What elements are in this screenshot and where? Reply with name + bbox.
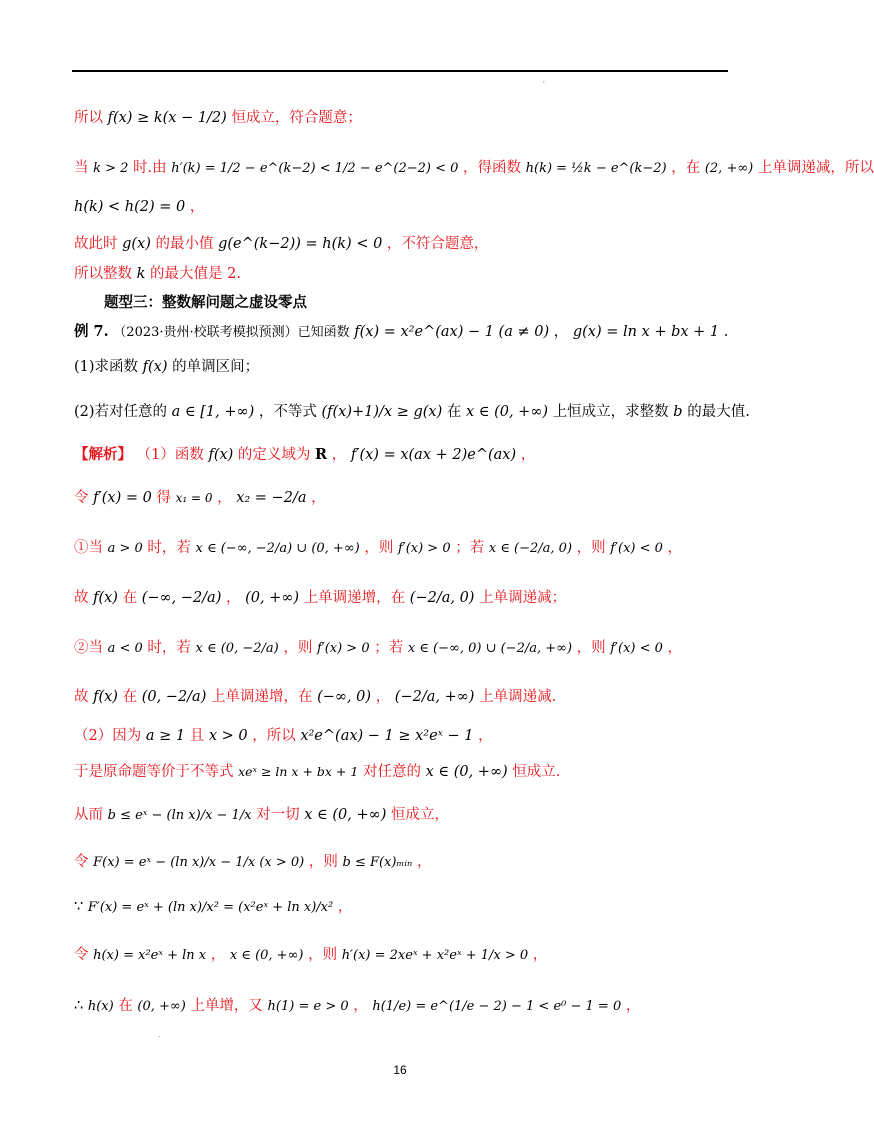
math: (0, −2/a) [141,689,207,705]
line-8 [74,357,259,377]
math: x₁ = 0 [175,491,213,505]
example-label: 例 7. [74,323,109,340]
math: g(x) = ln x + bx + 1 [572,324,720,340]
stray-mark: . [158,1030,161,1039]
text: ， [311,490,326,506]
text: 上恒成立，求整数 [552,404,669,420]
text: ， [189,199,205,215]
text: ，在 [671,160,701,176]
text: ，则 [364,540,394,556]
text: 时，若 [147,540,191,556]
text: 的定义域为 [237,447,311,463]
line-16 [74,726,493,746]
line-14 [74,638,682,659]
math: x ∈ (0, −2/a) [195,641,279,656]
because-symbol: ∵ [74,899,84,915]
line-11 [74,488,326,508]
line-9 [74,402,750,422]
text: ；若 [455,540,485,556]
text: 在 [122,590,138,606]
text: 故 [74,689,89,705]
math: b ≤ eˣ − (ln x)/x − 1/x [107,808,252,823]
text: 在 [446,404,462,420]
math: h(x) = x²eˣ + ln x [93,948,207,963]
text: ， [210,947,226,963]
text: ， [532,947,548,963]
text: ， [520,447,536,463]
math: f(x) [142,359,168,375]
text: 上单调递减； [479,590,567,606]
math: x ∈ (−∞, 0) ∪ (−2/a, +∞) [407,641,573,656]
math: a ∈ [1, +∞) [171,404,255,420]
math: h′(k) = 1/2 − e^(k−2) < 1/2 − e^(2−2) < 0 [171,161,459,176]
text: (2)若对任意的 [74,404,168,420]
text: 在 [122,689,138,705]
header-rule [72,70,728,72]
text: ， [225,590,241,606]
text: 所以 [74,110,103,126]
math: (0, +∞) [137,999,186,1014]
text: 时，若 [147,640,191,656]
text: 上单调递减，所以 [757,160,874,176]
text: ，则 [308,947,338,963]
line-21 [74,945,547,966]
math: F(x) = eˣ − (ln x)/x − 1/x (x > 0) [93,855,305,870]
math: f(x) = x²e^(ax) − 1 (a ≠ 0) [354,324,550,340]
math: a ≥ 1 [145,728,186,744]
math: f(x) ≥ k(x − 1/2) [107,110,227,126]
text: ， [331,447,347,463]
text: 上单调递增，在 [210,689,313,705]
text: ，得函数 [463,160,522,176]
line-19 [74,852,431,873]
math: (−∞, −2/a) [141,590,222,606]
math: (f(x)+1)/x ≥ g(x) [321,404,443,420]
math: f(x) [93,689,118,705]
math: x ∈ (0, +∞) [229,948,304,963]
math: a < 0 [107,641,143,656]
text: ， [353,998,368,1014]
math: x ∈ (0, +∞) [304,807,387,823]
math: f′(x) = x(ax + 2)e^(ax) [350,447,517,463]
math: F′(x) = eˣ + (ln x)/x² = (x²eˣ + ln x)/x² [87,900,334,915]
text: 所以整数 [74,266,132,282]
line-15 [74,687,556,707]
math: g(e^(k−2)) = h(k) < 0 [218,236,383,252]
text: ，则 [576,640,606,656]
math: h(k) = ½k − e^(k−2) [525,161,667,176]
text: ，所以 [252,728,296,744]
text: ，不符合题意， [386,236,489,252]
text: ， [667,540,683,556]
line-17 [74,762,560,782]
text: 恒成立. [512,764,561,780]
text: . [723,324,729,340]
math: (−∞, 0) [317,689,372,705]
text: ①当 [74,540,103,556]
text: 令 [74,947,89,963]
math: x²e^(ax) − 1 ≥ x²eˣ − 1 [300,728,474,744]
line-1 [74,108,362,128]
text: ， [667,640,683,656]
text: ， [337,899,353,915]
line-7 [74,322,728,343]
text: （2）因为 [74,728,142,744]
text: 上单调递减. [479,689,557,705]
line-3 [74,197,204,217]
text: ， [416,854,432,870]
text: 从而 [74,807,103,823]
text: 令 [74,854,89,870]
text: 令 [74,490,89,506]
text: ，则 [283,640,313,656]
text: ②当 [74,640,103,656]
math: (−2/a, +∞) [394,689,475,705]
math: h(x) [87,999,114,1014]
math: a > 0 [107,541,143,556]
line-2 [74,158,874,179]
text: 的最小值 [155,236,214,252]
text: ， [217,490,232,506]
math: f′(x) = 0 [93,490,152,506]
line-4 [74,234,488,254]
line-13 [74,588,566,608]
text: ， [625,998,641,1014]
math: k [136,266,146,282]
math: f′(x) > 0 [397,541,451,556]
math: h(k) < h(2) = 0 [74,199,186,215]
line-12 [74,538,682,559]
text: (1)求函数 [74,359,139,375]
text: 上单调递增，在 [303,590,406,606]
text: ，则 [576,540,606,556]
text: 时.由 [133,160,167,176]
text: 的单调区间； [172,359,260,375]
math: h(1/e) = e^(1/e − 2) − 1 < e⁰ − 1 = 0 [372,999,622,1014]
text: 恒成立， [391,807,449,823]
text: 对任意的 [362,764,421,780]
line-10 [74,445,535,465]
math: f′(x) < 0 [610,641,663,656]
math: x ∈ (−∞, −2/a) ∪ (0, +∞) [195,541,360,556]
math: f(x) [208,447,234,463]
text: （2023·贵州·校联考模拟预测）已知函数 [113,325,350,340]
page-number: 16 [393,1063,407,1077]
text: 上单增，又 [190,998,263,1014]
line-20 [74,897,352,918]
text: 且 [189,728,205,744]
math: x ∈ (0, +∞) [425,764,508,780]
math: k > 2 [93,161,129,176]
math: f′(x) < 0 [610,541,663,556]
math: (2, +∞) [704,161,754,176]
text: 对一切 [256,807,300,823]
math: f(x) [93,590,118,606]
text: 题型三：整数解问题之虚设零点 [104,294,307,311]
text: ， [553,324,569,340]
header-mark: ′ [543,80,545,89]
line-22 [74,996,640,1017]
math: xeˣ ≥ ln x + bx + 1 [238,764,359,779]
math: R [315,446,328,463]
text: 于是原命题等价于不等式 [74,764,234,780]
therefore-symbol: ∴ [74,998,84,1014]
text: 在 [118,998,133,1014]
line-18 [74,805,449,826]
text: ， [375,689,391,705]
text: 的最大值是 2. [150,266,241,282]
math: b ≤ F(x)ₘᵢₙ [342,855,413,870]
text: ， [478,728,493,744]
text: ，不等式 [258,404,317,420]
math: (0, +∞) [245,590,300,606]
text: ；若 [374,640,404,656]
section-heading [104,293,307,313]
line-5 [74,264,241,284]
math: f′(x) > 0 [316,641,370,656]
text: 故 [74,590,89,606]
math: h′(x) = 2xeˣ + x²eˣ + 1/x > 0 [341,948,529,963]
math: x₂ = −2/a [236,490,307,506]
math: x > 0 [208,728,248,744]
math: b [673,404,683,420]
text: （1）函数 [136,447,204,463]
math: x ∈ (−2/a, 0) [488,541,573,556]
text: 故此时 [74,236,118,252]
text: 的最大值. [687,404,750,420]
text: 恒成立，符合题意； [231,110,362,126]
math: g(x) [122,236,151,252]
text: ，则 [308,854,338,870]
analysis-label: 【解析】 [74,446,132,463]
math: (−2/a, 0) [409,590,475,606]
text: 得 [156,490,171,506]
math: h(1) = e > 0 [267,999,349,1014]
text: 当 [74,160,89,176]
math: x ∈ (0, +∞) [465,404,549,420]
